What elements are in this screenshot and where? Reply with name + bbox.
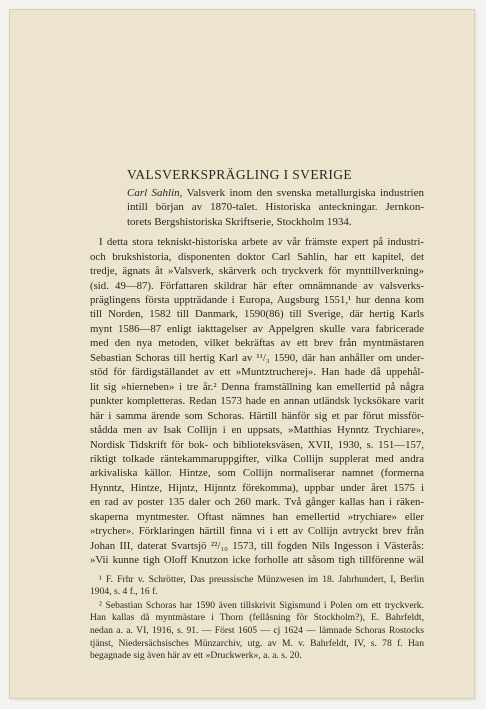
- footnote-line: ¹ F. Frhr v. Schrötter, Das preussische Münzwesen im 18. Jahrhundert, I, Berlin: [99, 573, 424, 585]
- citation-line: torets Bergshistoriska Skriftserie, Stockholm 1934.: [127, 215, 352, 228]
- body-line: en rad av poster 135 daler och 260 mark. Två gånger kallas han i räken-: [90, 496, 424, 509]
- footnote: [90, 600, 424, 663]
- body-line: Sebastian Schoras till hertig Karl av ¹¹/₃ 1590, där han anhåller om under-: [90, 351, 424, 364]
- article: [90, 167, 424, 663]
- body-line: tredje, ägnats åt »Valsverk, skärverk och tryckverk för mynttillverkning»: [90, 265, 424, 278]
- footnote: [90, 574, 424, 599]
- body-line: Johan III, daterat Svartsjö ²²/₁₀ 1573, till fogden Nils Ingesson i Västerås:: [90, 539, 424, 552]
- citation-line: Valsverk inom den svenska metallurgiska industrien: [186, 187, 424, 199]
- document-page: [10, 10, 474, 698]
- article-body: [90, 235, 424, 567]
- body-line: till Norden, 1582 till Danmark, 1590(86) till Sverige, där hertig Karls: [90, 308, 424, 321]
- body-line: med den nya metoden, vilket bekräftas av ett brev från myntmästaren: [90, 337, 424, 350]
- body-line: arkivaliska källor. Hintze, som Collijn normaliserar namnet (formerna: [90, 467, 424, 480]
- body-line: mynt 1586—87 enligt iakttagelser av Appelgren skulle vara fabricerade: [90, 322, 424, 335]
- body-line: här i samma ärende som Schoras. Härtill hänför sig et par förut missför-: [90, 409, 424, 422]
- footnote-line: 1904, s. 4 f., 16 f.: [90, 586, 158, 598]
- footnotes: [90, 574, 424, 663]
- footnote-line: tjänst, Niedersächsisches Münzarchiv, utg. av M. v. Bahrfeldt, IV, s. 78 f. Han: [90, 637, 424, 649]
- body-line: stöd för färdigställandet av ett »Muntztrucherej». Han hade då uppehål-: [90, 366, 424, 379]
- body-line: (sid. 49—87). Författaren skildrar här efter omnämnande av valsverks-: [90, 279, 424, 292]
- footnote-line: ² Sebastian Schoras har 1590 även tillskrivit Sigismund i Polen om ett tryckverk.: [99, 599, 424, 611]
- footnote-line: Han kallas då myntmästare i Thorn (fellåsning för Stockholm?), E. Bahrfeldt,: [90, 612, 424, 624]
- body-line: och brukshistoria, disponenten doktor Carl Sahlin, har ett kapitel, det: [90, 250, 424, 263]
- body-line: »Vii kunne tigh Oloff Knutzon icke forholle att såsom tigh tillförenne wäl: [90, 554, 424, 567]
- footnote-line: begagnade sig även här av ett »Druckwerk», a. a. s. 20.: [90, 650, 302, 662]
- footnote-line: nedan a. a. VI, 1916, s. 91. — Först 1605 — cj 1624 — lämnade Schoras Rostocks: [90, 625, 424, 637]
- review-citation: [127, 186, 424, 229]
- body-line: präglingens första uppträdande i Europa, Augsburg 1551,¹ hur denna kom: [90, 294, 424, 307]
- citation-line: intill början av 1870-talet. Historiska anteckningar. Jernkon-: [127, 201, 424, 214]
- body-line: Nordisk Tidskrift för bok- och biblioteksväsen, XVII, 1930, s. 151—157,: [90, 438, 424, 451]
- citation-author: Carl Sahlin,: [127, 187, 183, 199]
- body-line: I detta stora tekniskt-historiska arbete av vår främste expert på industri-: [99, 236, 424, 249]
- body-line: stådda men av Isak Collijn i en uppsats, »Matthias Hynntz Trychiare»,: [90, 424, 424, 437]
- body-line: skaperna myntmester. Oftast nämnes han emellertid »trychiare» eller: [90, 510, 424, 523]
- body-line: punkter kompletteras. Redan 1573 hade en annan utländsk lycksökare varit: [90, 395, 424, 408]
- article-title: VALSVERKSPRÄGLING I SVERIGE: [127, 167, 353, 182]
- body-line: Hynntz, Hintze, Hijntz, Hijnntz förekomma), uppbar under året 1575 i: [90, 481, 424, 494]
- body-line: »trycher». Förklaringen härtill finna vi i ett av Collijn avtryckt brev från: [90, 525, 424, 538]
- body-line: lit sig »hierneben» i tre år.² Denna framställning kan emellertid på några: [90, 380, 424, 393]
- body-line: riktigt tolkade räntekammaruppgifter, vilka Collijn supplerat med andra: [90, 453, 424, 466]
